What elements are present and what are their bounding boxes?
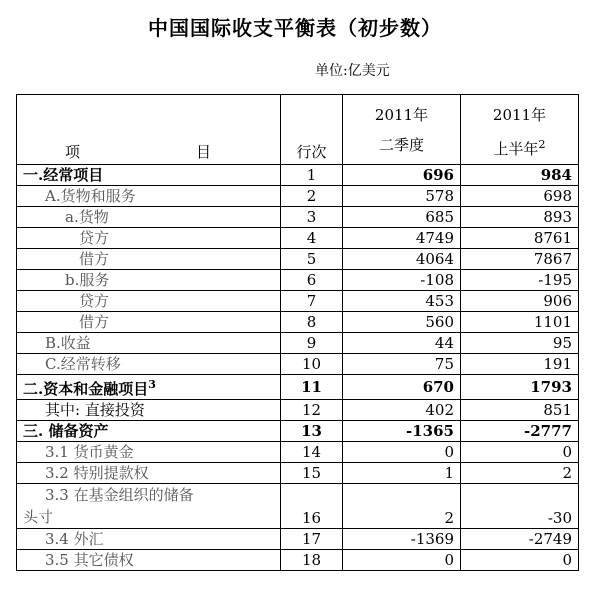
row-number: 9 (281, 333, 343, 354)
row-value-q2: 75 (343, 354, 461, 375)
row-label: 3.4 外汇 (17, 529, 281, 550)
row-number: 14 (281, 442, 343, 463)
header-q2-period: 二季度 (378, 135, 424, 154)
row-number: 13 (281, 421, 343, 442)
row-label: 一.经常项目 (17, 165, 281, 186)
row-value-q2: 670 (343, 375, 461, 400)
header-h1-footnote: 2 (538, 137, 546, 151)
row-number: 3 (281, 207, 343, 228)
row-number: 8 (281, 312, 343, 333)
row-label (17, 484, 281, 529)
table-row (17, 375, 579, 400)
page-title: 中国国际收支平衡表（初步数） (148, 16, 442, 40)
row-value-h1: 191 (461, 354, 579, 375)
table-row (17, 270, 579, 291)
row-value-h1: 893 (461, 207, 579, 228)
header-item (17, 95, 281, 165)
row-value-h1: 95 (461, 333, 579, 354)
row-value-q2: 4064 (343, 249, 461, 270)
header-item-left: 项 (65, 143, 81, 161)
table-row (17, 207, 579, 228)
row-value-h1: 698 (461, 186, 579, 207)
table-row (17, 249, 579, 270)
row-value-h1: -2749 (461, 529, 579, 550)
row-value-h1: -30 (461, 484, 579, 529)
row-label-line2: 头寸 (23, 508, 54, 526)
table-row (17, 463, 579, 484)
row-label: 3.2 特别提款权 (17, 463, 281, 484)
header-h1-year: 2011年 (492, 105, 547, 124)
header-h1-period (467, 130, 572, 160)
row-value-h1: 8761 (461, 228, 579, 249)
row-value-q2: 2 (343, 484, 461, 529)
row-value-q2: 0 (343, 550, 461, 571)
row-number: 15 (281, 463, 343, 484)
row-value-q2: 4749 (343, 228, 461, 249)
header-q2 (343, 95, 461, 165)
table-row (17, 400, 579, 421)
row-value-h1: 0 (461, 550, 579, 571)
row-value-h1: 2 (461, 463, 579, 484)
row-value-q2: -1369 (343, 529, 461, 550)
table-row (17, 186, 579, 207)
row-label: 3.1 货币黄金 (17, 442, 281, 463)
header-item-right: 目 (196, 143, 212, 161)
row-footnote: 3 (148, 378, 156, 391)
table-row (17, 354, 579, 375)
row-label-text: 二.资本和金融项目 (23, 380, 149, 398)
row-label: 3.5 其它债权 (17, 550, 281, 571)
header-h1-period-text: 上半年 (493, 139, 539, 158)
row-label: b.服务 (17, 270, 281, 291)
unit-label: 单位:亿美元 (315, 63, 390, 79)
row-number: 2 (281, 186, 343, 207)
row-label: 贷方 (17, 291, 281, 312)
row-label (17, 375, 281, 400)
table-row (17, 421, 579, 442)
row-label: 借方 (17, 312, 281, 333)
row-value-h1: 1793 (461, 375, 579, 400)
table-row (17, 333, 579, 354)
row-label: 其中: 直接投资 (17, 400, 281, 421)
table-row (17, 550, 579, 571)
row-number: 16 (281, 484, 343, 529)
row-value-q2: 1 (343, 463, 461, 484)
row-label: 借方 (17, 249, 281, 270)
row-number: 6 (281, 270, 343, 291)
row-value-q2: 402 (343, 400, 461, 421)
header-h1 (461, 95, 579, 165)
row-number: 10 (281, 354, 343, 375)
row-value-h1: 0 (461, 442, 579, 463)
row-label: B.收益 (17, 333, 281, 354)
row-value-h1: -195 (461, 270, 579, 291)
row-label: 贷方 (17, 228, 281, 249)
row-value-q2: -108 (343, 270, 461, 291)
row-label: A.货物和服务 (17, 186, 281, 207)
row-number: 1 (281, 165, 343, 186)
row-number: 12 (281, 400, 343, 421)
row-value-h1: 7867 (461, 249, 579, 270)
table-header-row (17, 95, 579, 165)
table-row (17, 442, 579, 463)
table-row (17, 484, 579, 529)
row-number: 11 (281, 375, 343, 400)
row-label-line1: 3.3 在基金组织的储备 (45, 486, 194, 504)
table-row (17, 312, 579, 333)
table-row (17, 291, 579, 312)
table-row (17, 529, 579, 550)
row-value-q2: 44 (343, 333, 461, 354)
header-row-number: 行次 (281, 95, 343, 165)
balance-of-payments-table (16, 94, 579, 571)
row-value-h1: 984 (461, 165, 579, 186)
row-value-h1: 906 (461, 291, 579, 312)
row-value-q2: 696 (343, 165, 461, 186)
row-number: 7 (281, 291, 343, 312)
row-value-q2: 685 (343, 207, 461, 228)
row-label: a.货物 (17, 207, 281, 228)
row-value-h1: 851 (461, 400, 579, 421)
row-value-q2: 578 (343, 186, 461, 207)
table-row (17, 228, 579, 249)
header-q2-year: 2011年 (374, 105, 429, 124)
row-value-h1: 1101 (461, 312, 579, 333)
row-value-q2: 560 (343, 312, 461, 333)
row-value-q2: -1365 (343, 421, 461, 442)
row-label: 三. 储备资产 (17, 421, 281, 442)
row-number: 4 (281, 228, 343, 249)
row-number: 17 (281, 529, 343, 550)
row-label: C.经常转移 (17, 354, 281, 375)
row-value-q2: 453 (343, 291, 461, 312)
table-row (17, 165, 579, 186)
row-value-q2: 0 (343, 442, 461, 463)
row-number: 18 (281, 550, 343, 571)
row-value-h1: -2777 (461, 421, 579, 442)
row-number: 5 (281, 249, 343, 270)
